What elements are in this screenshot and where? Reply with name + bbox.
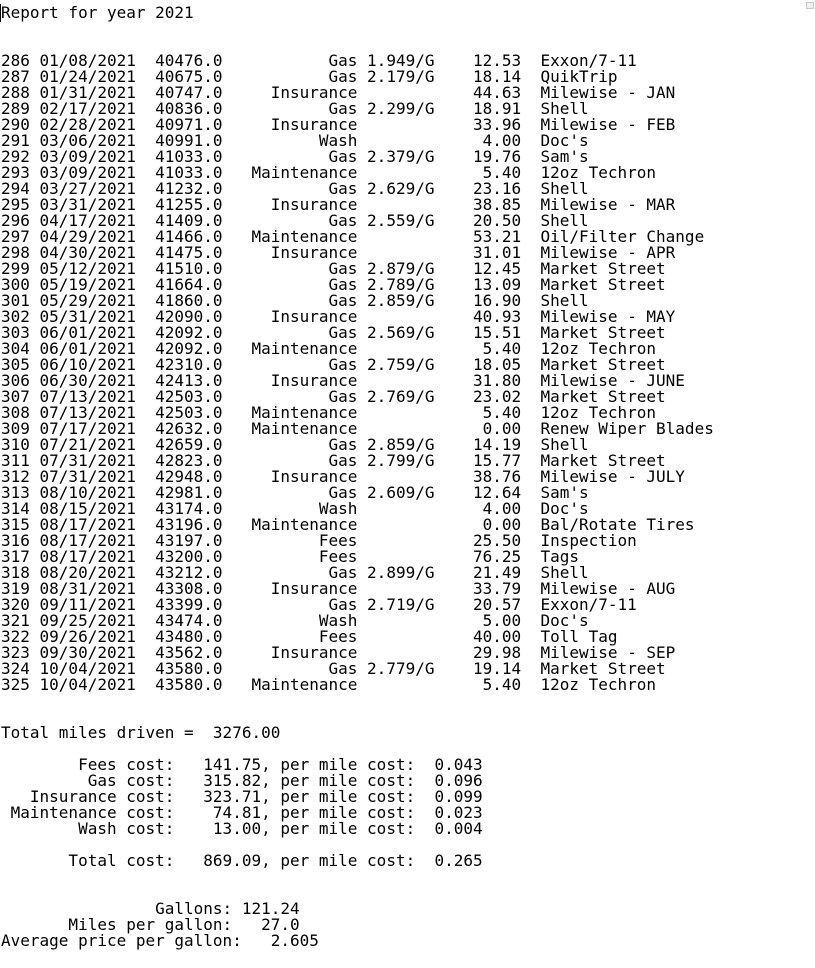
- record-row: 291 03/06/2021 40991.0 Wash 4.00 Doc's: [1, 131, 589, 150]
- record-row: 320 09/11/2021 43399.0 Gas 2.719/G 20.57 Exxon/7-11: [1, 595, 637, 614]
- record-row: 317 08/17/2021 43200.0 Fees 76.25 Tags: [1, 547, 579, 566]
- record-row: 312 07/31/2021 42948.0 Insurance 38.76 Milewise - JULY: [1, 467, 685, 486]
- record-row: 296 04/17/2021 41409.0 Gas 2.559/G 20.50 Shell: [1, 211, 589, 230]
- cost-line: Maintenance cost: 74.81, per mile cost: 0.023: [1, 803, 483, 822]
- record-row: 316 08/17/2021 43197.0 Fees 25.50 Inspection: [1, 531, 637, 550]
- cost-line: Fees cost: 141.75, per mile cost: 0.043: [1, 755, 483, 774]
- record-row: 292 03/09/2021 41033.0 Gas 2.379/G 19.76 Sam's: [1, 147, 589, 166]
- record-row: 311 07/31/2021 42823.0 Gas 2.799/G 15.77 Market Street: [1, 451, 666, 470]
- record-row: 303 06/01/2021 42092.0 Gas 2.569/G 15.51 Market Street: [1, 323, 666, 342]
- record-row: 319 08/31/2021 43308.0 Insurance 33.79 Milewise - AUG: [1, 579, 676, 598]
- record-row: 314 08/15/2021 43174.0 Wash 4.00 Doc's: [1, 499, 589, 518]
- record-row: 309 07/17/2021 42632.0 Maintenance 0.00 Renew Wiper Blades: [1, 419, 714, 438]
- record-row: 287 01/24/2021 40675.0 Gas 2.179/G 18.14 QuikTrip: [1, 67, 618, 86]
- report-title: Report for year 2021: [1, 3, 194, 22]
- record-row: 299 05/12/2021 41510.0 Gas 2.879/G 12.45 Market Street: [1, 259, 666, 278]
- record-row: 321 09/25/2021 43474.0 Wash 5.00 Doc's: [1, 611, 589, 630]
- record-row: 297 04/29/2021 41466.0 Maintenance 53.21 Oil/Filter Change: [1, 227, 705, 246]
- total-cost: Total cost: 869.09, per mile cost: 0.265: [1, 851, 483, 870]
- scrollbar-thumb[interactable]: [806, 2, 814, 9]
- cost-line: Wash cost: 13.00, per mile cost: 0.004: [1, 819, 483, 838]
- record-row: 306 06/30/2021 42413.0 Insurance 31.80 Milewise - JUNE: [1, 371, 685, 390]
- avg-price-line: Average price per gallon: 2.605: [1, 931, 319, 950]
- record-row: 315 08/17/2021 43196.0 Maintenance 0.00 Bal/Rotate Tires: [1, 515, 695, 534]
- vertical-scrollbar[interactable]: [807, 0, 815, 968]
- record-row: 307 07/13/2021 42503.0 Gas 2.769/G 23.02 Market Street: [1, 387, 666, 406]
- record-row: 293 03/09/2021 41033.0 Maintenance 5.40 12oz Techron: [1, 163, 657, 182]
- record-row: 294 03/27/2021 41232.0 Gas 2.629/G 23.16 Shell: [1, 179, 589, 198]
- cost-line: Gas cost: 315.82, per mile cost: 0.096: [1, 771, 483, 790]
- record-row: 308 07/13/2021 42503.0 Maintenance 5.40 12oz Techron: [1, 403, 657, 422]
- record-row: 300 05/19/2021 41664.0 Gas 2.789/G 13.09 Market Street: [1, 275, 666, 294]
- record-row: 298 04/30/2021 41475.0 Insurance 31.01 Milewise - APR: [1, 243, 676, 262]
- record-row: 323 09/30/2021 43562.0 Insurance 29.98 Milewise - SEP: [1, 643, 676, 662]
- record-row: 310 07/21/2021 42659.0 Gas 2.859/G 14.19 Shell: [1, 435, 589, 454]
- record-row: 325 10/04/2021 43580.0 Maintenance 5.40 12oz Techron: [1, 675, 657, 694]
- report-text: [1, 5, 714, 949]
- record-row: 304 06/01/2021 42092.0 Maintenance 5.40 12oz Techron: [1, 339, 657, 358]
- total-miles: Total miles driven = 3276.00: [1, 723, 281, 742]
- record-row: 288 01/31/2021 40747.0 Insurance 44.63 Milewise - JAN: [1, 83, 676, 102]
- record-row: 286 01/08/2021 40476.0 Gas 1.949/G 12.53 Exxon/7-11: [1, 51, 637, 70]
- record-row: 302 05/31/2021 42090.0 Insurance 40.93 Milewise - MAY: [1, 307, 676, 326]
- record-row: 295 03/31/2021 41255.0 Insurance 38.85 Milewise - MAR: [1, 195, 676, 214]
- record-list: [1, 51, 714, 694]
- mpg-line: Miles per gallon: 27.0: [1, 915, 300, 934]
- record-row: 322 09/26/2021 43480.0 Fees 40.00 Toll Tag: [1, 627, 618, 646]
- record-row: 305 06/10/2021 42310.0 Gas 2.759/G 18.05 Market Street: [1, 355, 666, 374]
- record-row: 290 02/28/2021 40971.0 Insurance 33.96 Milewise - FEB: [1, 115, 676, 134]
- record-row: 313 08/10/2021 42981.0 Gas 2.609/G 12.64 Sam's: [1, 483, 589, 502]
- record-row: 318 08/20/2021 43212.0 Gas 2.899/G 21.49 Shell: [1, 563, 589, 582]
- record-row: 301 05/29/2021 41860.0 Gas 2.859/G 16.90 Shell: [1, 291, 589, 310]
- gallons-line: Gallons: 121.24: [1, 899, 300, 918]
- cost-line: Insurance cost: 323.71, per mile cost: 0.099: [1, 787, 483, 806]
- record-row: 324 10/04/2021 43580.0 Gas 2.779/G 19.14 Market Street: [1, 659, 666, 678]
- record-row: 289 02/17/2021 40836.0 Gas 2.299/G 18.91 Shell: [1, 99, 589, 118]
